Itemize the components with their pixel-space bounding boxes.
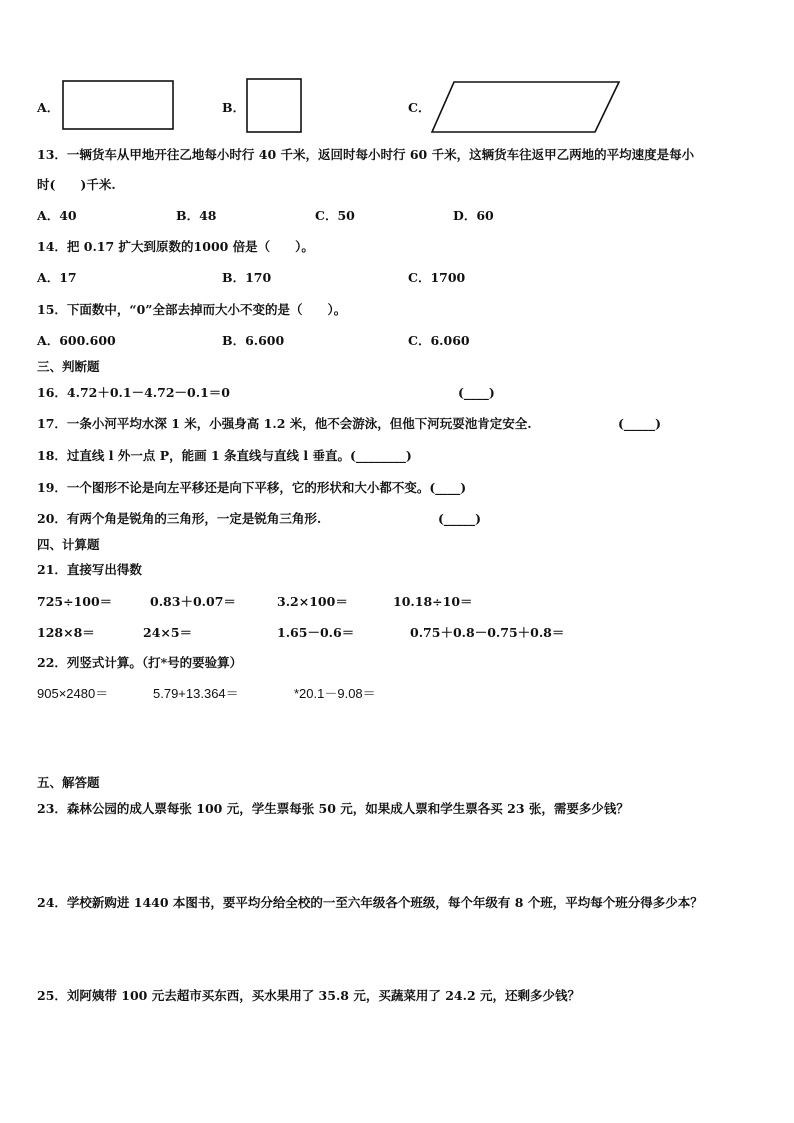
q15-option-c: C．6.060: [408, 333, 470, 348]
q23-text: 23．森林公园的成人票每张 100 元，学生票每张 50 元，如果成人票和学生票各买 23 张，需要多少钱？: [37, 801, 629, 816]
q21-expression: 24×5＝: [143, 625, 193, 640]
q22-expression: 5.79+13.364＝: [153, 686, 239, 701]
section-5-heading: 五、解答题: [37, 775, 100, 790]
q17-answer-blank[interactable]: (_____): [618, 416, 662, 431]
q13-option-c: C．50: [315, 208, 355, 223]
q13-text-line2: 时( )千米.: [37, 177, 116, 192]
q20-answer-blank[interactable]: (_____): [438, 511, 482, 526]
q16-answer-blank[interactable]: (____): [458, 385, 495, 400]
rectangle-shape: [62, 80, 176, 132]
q15-option-a: A．600.600: [37, 333, 116, 348]
q24-text: 24．学校新购进 1440 本图书，要平均分给全校的一至六年级各个班级，每个年级有 8 个班，平均每个班分得多少本？: [37, 895, 703, 910]
q22-title: 22．列竖式计算。（打*号的要验算）: [37, 655, 243, 670]
q17-text: 17．一条小河平均水深 1 米，小强身高 1.2 米，他不会游泳，但他下河玩耍池肯定安全.: [37, 416, 532, 431]
square-shape: [246, 78, 304, 134]
q21-expression: 10.18÷10＝: [393, 594, 473, 609]
q14-option-a: A．17: [37, 270, 77, 285]
q15-text: 15．下面数中，“0”全部去掉而大小不变的是（ ）。: [37, 302, 347, 317]
q12-option-c-label: C．: [408, 100, 431, 115]
q21-expression: 3.2×100＝: [277, 594, 348, 609]
q20-text: 20．有两个角是锐角的三角形，一定是锐角三角形.: [37, 511, 322, 526]
q12-option-b-label: B．: [222, 100, 246, 115]
q21-expression: 725÷100＝: [37, 594, 113, 609]
q21-expression: 0.75＋0.8－0.75＋0.8＝: [410, 625, 565, 640]
q12-option-a-label: A．: [37, 100, 60, 115]
q21-title: 21．直接写出得数: [37, 562, 142, 577]
q21-expression: 0.83＋0.07＝: [150, 594, 236, 609]
parallelogram-shape: [430, 80, 622, 136]
q19-text: 19．一个图形不论是向左平移还是向下平移，它的形状和大小都不变。(____): [37, 480, 467, 495]
section-3-heading: 三、判断题: [37, 359, 100, 374]
q21-expression: 1.65－0.6＝: [277, 625, 355, 640]
q18-text: 18．过直线 l 外一点 P，能画 1 条直线与直线 l 垂直。(________): [37, 448, 412, 463]
q22-expression: *20.1－9.08＝: [294, 686, 376, 701]
q13-text-line1: 13．一辆货车从甲地开往乙地每小时行 40 千米，返回时每小时行 60 千米，这辆货车往返甲乙两地的平均速度是每小: [37, 147, 695, 162]
q25-text: 25．刘阿姨带 100 元去超市买东西，买水果用了 35.8 元，买蔬菜用了 24.2 元，还剩多少钱？: [37, 988, 580, 1003]
section-4-heading: 四、计算题: [37, 537, 100, 552]
q14-text: 14．把 0.17 扩大到原数的1000 倍是（ ）。: [37, 239, 314, 254]
q21-expression: 128×8＝: [37, 625, 95, 640]
q14-option-c: C．1700: [408, 270, 466, 285]
q16-text: 16．4.72＋0.1－4.72－0.1＝0: [37, 385, 230, 400]
q13-option-b: B．48: [176, 208, 217, 223]
q13-option-a: A．40: [37, 208, 77, 223]
q15-option-b: B．6.600: [222, 333, 285, 348]
q14-option-b: B．170: [222, 270, 272, 285]
q13-option-d: D．60: [453, 208, 494, 223]
q22-expression: 905×2480＝: [37, 686, 109, 701]
